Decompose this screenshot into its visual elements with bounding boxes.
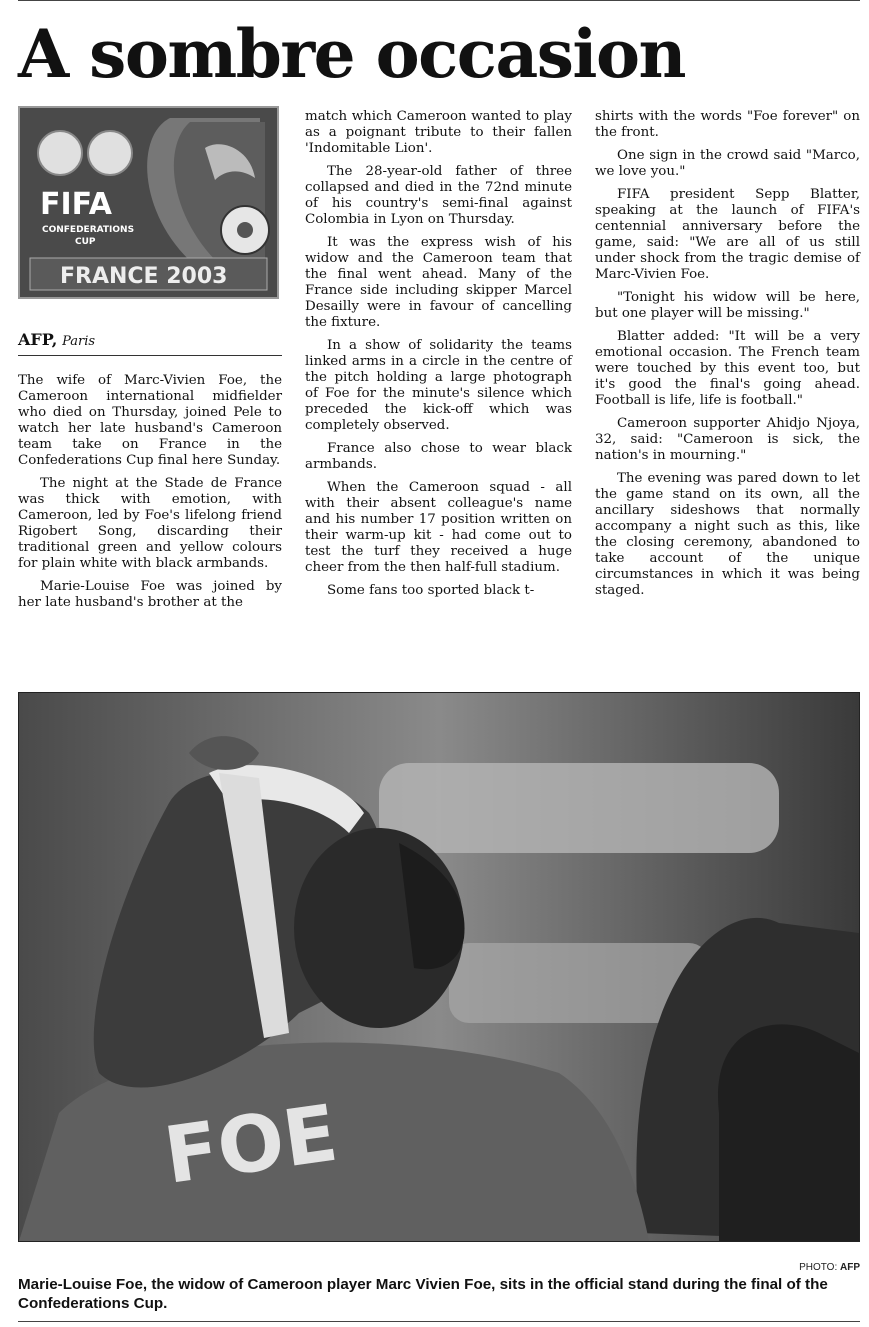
headline: A sombre occasion [18, 15, 685, 93]
paragraph: France also chose to wear black armbands. [305, 441, 572, 472]
news-photo [18, 692, 860, 1242]
paragraph: It was the express wish of his widow and the Cameroon team that the final went ahead. Many of the France side including skipper Marcel Desailly were in favour of cancelling the fixture. [305, 235, 572, 330]
logo-graphic [20, 108, 277, 297]
article-column-2 [305, 109, 572, 606]
fifa-confederations-cup-logo [18, 106, 279, 299]
byline-location: Paris [62, 334, 96, 349]
bottom-rule [18, 1321, 860, 1322]
paragraph: Marie-Louise Foe was joined by her late husband's brother at the [18, 579, 282, 610]
photo-shirt-text: FOE [159, 1088, 343, 1202]
paragraph: The 28-year-old father of three collapsed and died in the 72nd minute of his country's semi-final against Colombia in Lyon on Thursday. [305, 164, 572, 227]
paragraph: Blatter added: "It will be a very emotional occasion. The French team were touched by this event too, but it's good the final's going ahead. Football is life, life is football." [595, 329, 860, 408]
byline-agency: AFP, [18, 330, 58, 349]
byline [18, 330, 282, 356]
logo-country-year: FRANCE 2003 [60, 264, 228, 289]
photo-caption: Marie-Louise Foe, the widow of Cameroon player Marc Vivien Foe, sits in the official stand during the final of the Confederations Cup. [18, 1276, 828, 1312]
paragraph: When the Cameroon squad - all with their absent colleague's name and his number 17 position written on their warm-up kit - had come out to test the turf they received a huge cheer from the then half-full stadium. [305, 480, 572, 575]
paragraph: Cameroon supporter Ahidjo Njoya, 32, said: "Cameroon is sick, the nation's in mourning." [595, 416, 860, 463]
paragraph: "Tonight his widow will be here, but one player will be missing." [595, 290, 860, 321]
paragraph: Some fans too sported black t- [327, 583, 535, 598]
logo-line1: CONFEDERATIONS [42, 225, 135, 235]
article-column-3 [595, 109, 860, 606]
paragraph: The evening was pared down to let the game stand on its own, all the ancillary sideshows that normally accompany a night such as this, like the closing ceremony, abandoned to take account of the unique circumstances in which it was being staged. [595, 471, 860, 598]
photo-credit [799, 1262, 860, 1273]
paragraph: One sign in the crowd said "Marco, we love you." [595, 148, 860, 179]
logo-brand: FIFA [40, 187, 112, 222]
paragraph: The night at the Stade de France was thick with emotion, with Cameroon, led by Foe's lifelong friend Rigobert Song, discarding their traditional green and yellow colours for plain white with black armbands. [18, 476, 282, 571]
logo-line2: CUP [75, 237, 96, 247]
article-column-1 [18, 373, 282, 618]
paragraph: FIFA president Sepp Blatter, speaking at the launch of FIFA's centennial anniversary before the game, said: "We are all of us still under shock from the tragic demise of Marc-Vivien Foe. [595, 187, 860, 282]
photo-illustration [19, 693, 859, 1241]
top-rule [18, 0, 860, 1]
photo-credit-source: AFP [840, 1262, 860, 1273]
paragraph: The wife of Marc-Vivien Foe, the Cameroon international midfielder who died on Thursday, joined Pele to watch her late husband's Cameroon team take on France in the Confederations Cup final here Sunday. [18, 373, 282, 468]
paragraph: In a show of solidarity the teams linked arms in a circle in the centre of the pitch holding a large photograph of Foe for the minute's silence which preceded the kick-off which was completely observed. [305, 338, 572, 433]
photo-credit-label: PHOTO: [799, 1262, 838, 1273]
paragraph: match which Cameroon wanted to play as a poignant tribute to their fallen 'Indomitable Lion'. [305, 109, 572, 156]
paragraph: shirts with the words "Foe forever" on the front. [595, 109, 860, 140]
